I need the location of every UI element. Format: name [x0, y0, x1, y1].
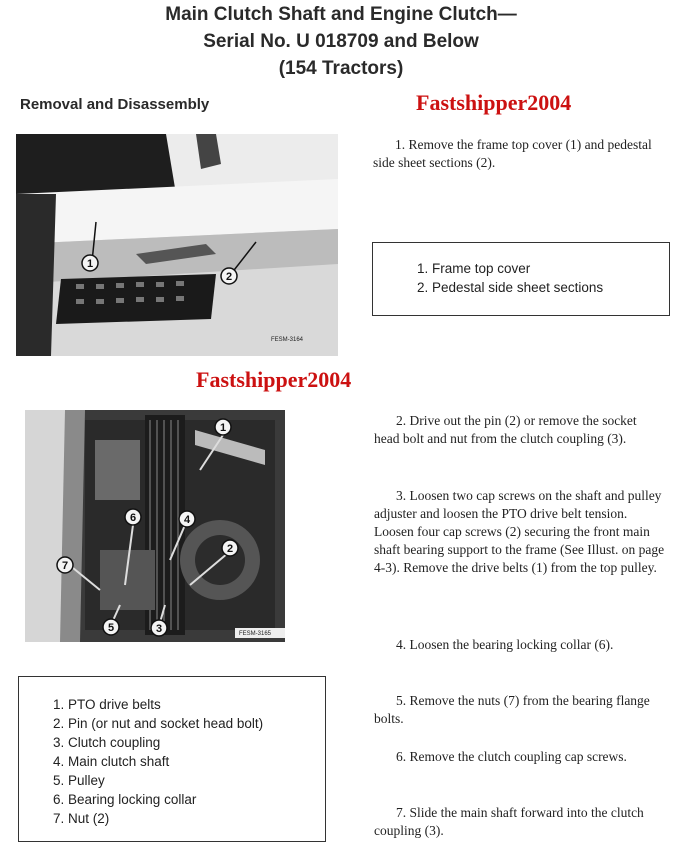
figure2-callout-3: 3 [155, 623, 163, 635]
figure1-photo [16, 134, 338, 356]
step-3: 3. Loosen two cap screws on the shaft and pulley adjuster and loosen the PTO drive belt tension. Loosen four cap screws (2) securing the front main shaft bearing support to the frame (See Illust. on page 4-3). Remove the drive belts (1) from the top pulley. [374, 488, 665, 575]
legend-item: 1. Frame top cover [417, 261, 531, 276]
watermark-middle: Fastshipper2004 [196, 367, 352, 392]
step-5: 5. Remove the nuts (7) from the bearing flange bolts. [374, 693, 650, 726]
step-4: 4. Loosen the bearing locking collar (6). [396, 637, 614, 652]
figure2-callout-7: 7 [61, 560, 69, 572]
legend-item: 1. PTO drive belts [53, 697, 161, 712]
page-title-line1: Main Clutch Shaft and Engine Clutch— [165, 4, 517, 25]
step-2: 2. Drive out the pin (2) or remove the socket head bolt and nut from the clutch coupling (3). [374, 413, 637, 446]
page-title-line3: (154 Tractors) [278, 58, 404, 79]
legend-item: 3. Clutch coupling [53, 735, 161, 750]
figure2-callout-2: 2 [226, 543, 234, 555]
page-title-line2: Serial No. U 018709 and Below [203, 31, 479, 52]
figure2-callout-4: 4 [183, 514, 191, 526]
step-7: 7. Slide the main shaft forward into the clutch coupling (3). [374, 805, 644, 838]
step-6: 6. Remove the clutch coupling cap screws. [396, 749, 627, 764]
figure1-callout-2: 2 [225, 271, 233, 283]
figure2-callout-6: 6 [129, 512, 137, 524]
legend-item: 6. Bearing locking collar [53, 792, 197, 807]
legend-item: 2. Pin (or nut and socket head bolt) [53, 716, 264, 731]
legend-item: 2. Pedestal side sheet sections [417, 280, 604, 295]
figure1-legend [372, 242, 670, 316]
figure2-label: FESM-3165 [239, 631, 272, 637]
legend-item: 7. Nut (2) [53, 811, 110, 826]
step-1: 1. Remove the frame top cover (1) and pedestal side sheet sections (2). [373, 137, 652, 170]
figure2-callout-5: 5 [107, 622, 115, 634]
legend-item: 5. Pulley [53, 773, 105, 788]
figure2-callout-1: 1 [219, 422, 227, 434]
figure1-callout-1: 1 [86, 258, 94, 270]
figure2-photo [25, 410, 285, 642]
section-heading: Removal and Disassembly [20, 96, 210, 113]
figure2-legend [18, 676, 326, 842]
watermark-top: Fastshipper2004 [416, 90, 572, 115]
figure1-label: FESM-3164 [271, 337, 304, 343]
legend-item: 4. Main clutch shaft [53, 754, 170, 769]
